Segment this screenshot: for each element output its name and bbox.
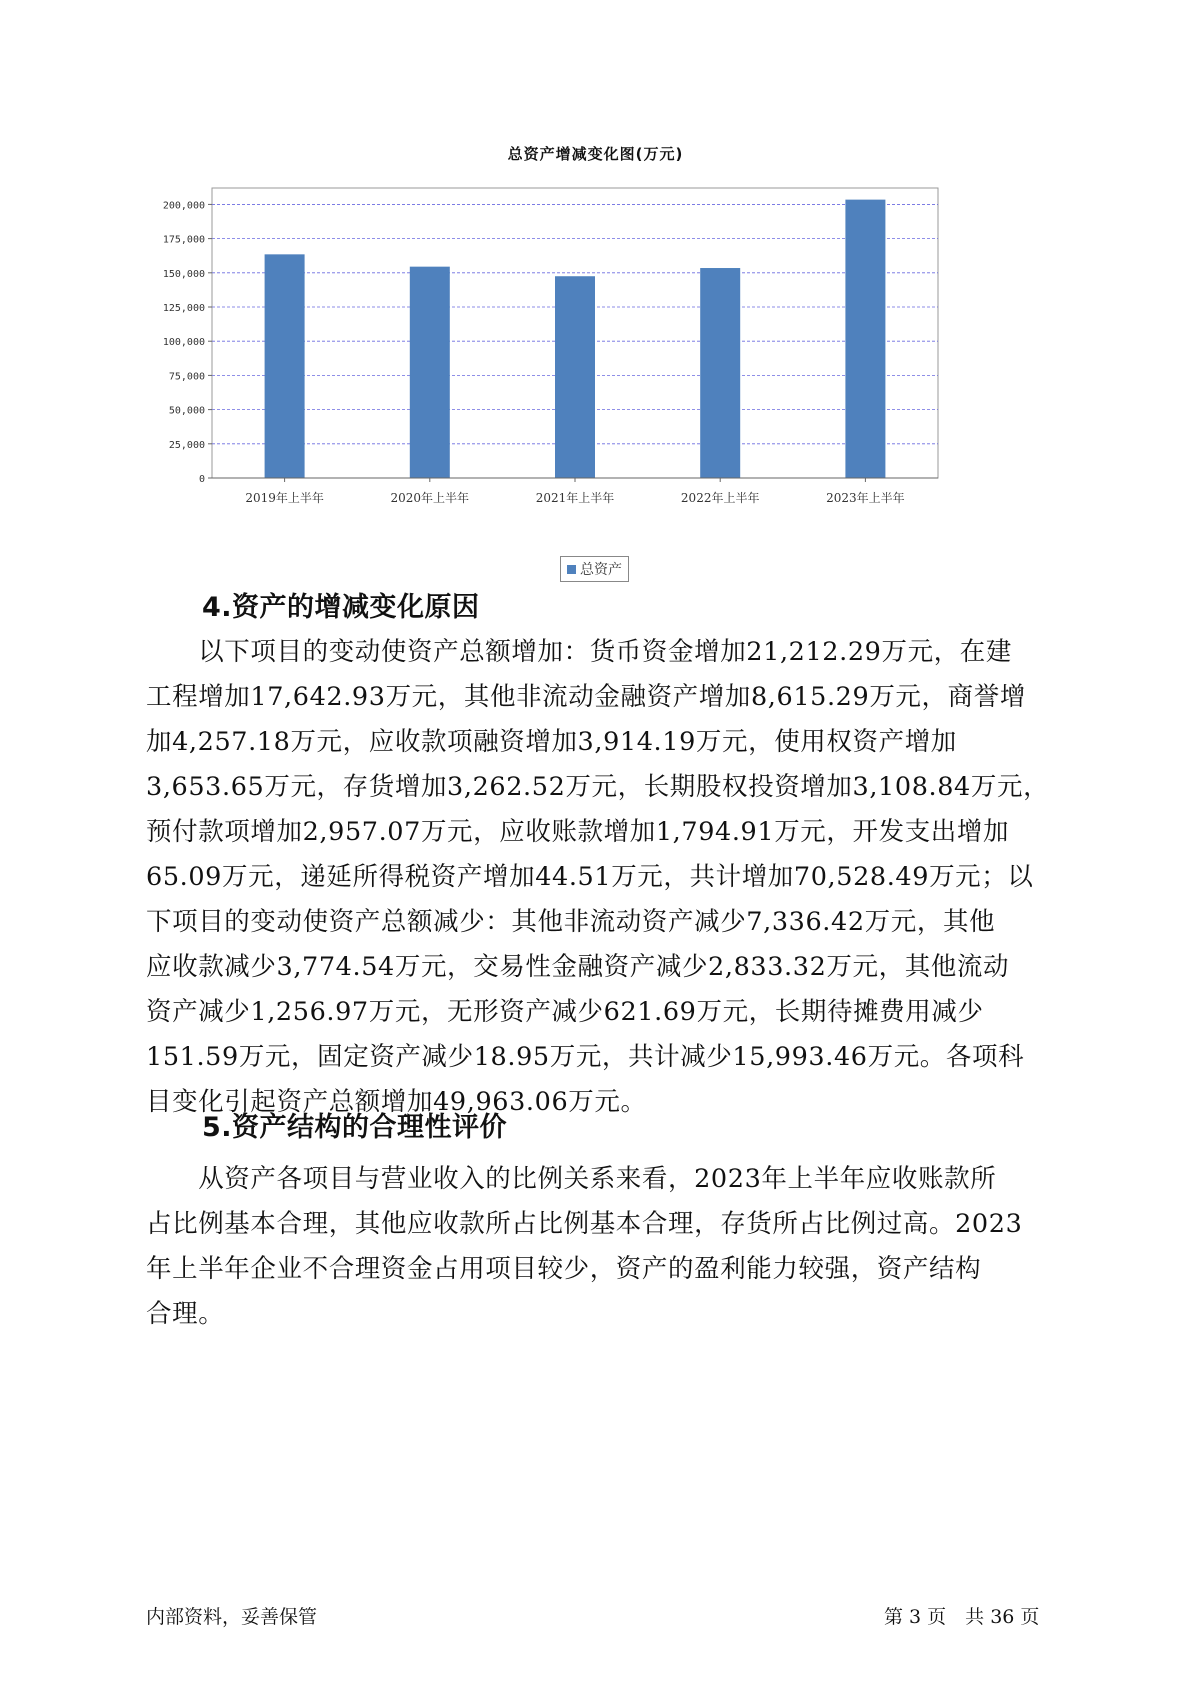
bar [265,254,305,478]
y-tick-label: 75,000 [168,371,205,383]
x-tick-label: 2022年上半年 [680,491,760,505]
x-tick-label: 2020年上半年 [390,491,470,505]
bar [845,200,885,478]
chart-title: 总资产增减变化图(万元) [507,145,684,163]
section-4-line: 工程增加17,642.93万元，其他非流动金融资产增加8,615.29万元，商誉增 [146,682,1026,712]
section-5-line: 合理。 [146,1299,225,1329]
section-5-paragraph [146,1157,1061,1337]
section-4-heading: 4.资产的增减变化原因 [202,592,480,623]
bar [410,267,450,478]
section-4-line: 加4,257.18万元，应收款项融资增加3,914.19万元，使用权资产增加 [146,727,957,757]
section-4-line: 下项目的变动使资产总额减少：其他非流动资产减少7,336.42万元，其他 [146,907,996,937]
y-tick-label: 175,000 [162,234,205,246]
legend-swatch [567,565,576,574]
bar [555,276,595,478]
x-tick-label: 2023年上半年 [826,491,905,505]
section-4-paragraph [146,630,1061,1125]
footer-page-number: 第 3 页 共 36 页 [884,1606,1040,1628]
section-4-line: 资产减少1,256.97万元，无形资产减少621.69万元，长期待摊费用减少 [146,997,984,1027]
section-4-line: 预付款项增加2,957.07万元，应收账款增加1,794.91万元，开发支出增加 [146,817,1010,847]
y-tick-label: 25,000 [168,439,205,451]
section-4-line: 3,653.65万元，存货增加3,262.52万元，长期股权投资增加3,108.84万元， [146,772,1050,802]
y-tick-label: 50,000 [168,405,205,417]
section-4-line: 以下项目的变动使资产总额增加：货币资金增加21,212.29万元，在建 [146,637,1012,667]
section-5-line: 年上半年企业不合理资金占用项目较少，资产的盈利能力较强，资产结构 [146,1254,982,1284]
chart-legend [560,556,629,582]
section-5-heading: 5.资产结构的合理性评价 [202,1112,508,1143]
section-4-line: 151.59万元，固定资产减少18.95万元，共计减少15,993.46万元。各项科 [146,1042,1025,1072]
y-tick-label: 125,000 [162,303,205,315]
legend-label: 总资产 [580,562,622,578]
x-tick-label: 2021年上半年 [535,491,615,505]
section-5-line: 从资产各项目与营业收入的比例关系来看，2023年上半年应收账款所 [146,1164,997,1194]
section-5-line: 占比例基本合理，其他应收款所占比例基本合理，存货所占比例过高。2023 [146,1209,1023,1239]
footer-confidential-note: 内部资料，妥善保管 [146,1606,318,1628]
total-assets-bar-chart [150,180,940,520]
y-tick-label: 200,000 [162,200,205,212]
x-tick-label: 2019年上半年 [245,491,324,505]
y-tick-label: 100,000 [162,337,205,349]
section-4-line: 应收款减少3,774.54万元，交易性金融资产减少2,833.32万元，其他流动 [146,952,1010,982]
y-tick-label: 0 [198,474,205,485]
section-4-line: 目变化引起资产总额增加49,963.06万元。 [146,1087,647,1117]
bar [700,268,740,478]
y-tick-label: 150,000 [162,268,205,280]
section-4-line: 65.09万元，递延所得税资产增加44.51万元，共计增加70,528.49万元；以 [146,862,1034,892]
